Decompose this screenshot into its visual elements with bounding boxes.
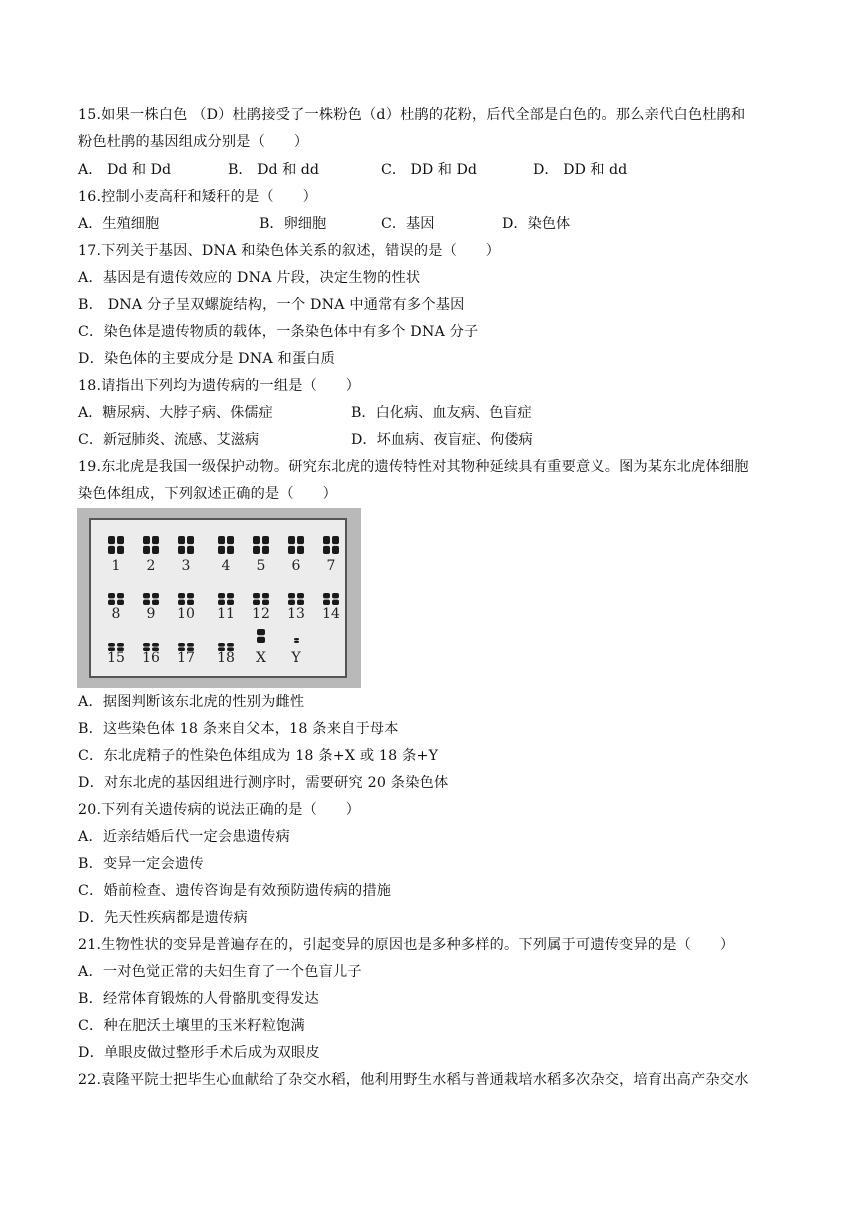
q21-option-c: C．种在肥沃土壤里的玉米籽粒饱满 xyxy=(78,1018,305,1034)
chromosome-pair-10 xyxy=(178,590,194,602)
chromosome-label-18: 18 xyxy=(217,650,235,666)
q19-stem-line2: 染色体组成，下列叙述正确的是（ ） xyxy=(78,486,337,502)
chromosome-pair-8 xyxy=(108,590,124,602)
chromosome-label-13: 13 xyxy=(287,606,305,622)
chromosome-pair-1 xyxy=(108,536,124,554)
chromosome-pair-13 xyxy=(288,590,304,602)
chromosome-label-10: 10 xyxy=(177,606,195,622)
q15-option-b: B． Dd 和 dd xyxy=(228,162,319,178)
q16-option-b: B．卵细胞 xyxy=(259,216,327,232)
chromosome-label-2: 2 xyxy=(146,558,156,574)
q20-stem: 20.下列有关遗传病的说法正确的是（ ） xyxy=(78,802,361,818)
q16-stem: 16.控制小麦高秆和矮秆的是（ ） xyxy=(78,189,317,205)
chromosome-label-4: 4 xyxy=(221,558,231,574)
chromosome-pair-9 xyxy=(143,590,159,602)
q18-option-d: D．坏血病、夜盲症、佝偻病 xyxy=(351,432,533,448)
chromosome-pair-11 xyxy=(218,590,234,602)
q21-option-b: B．经常体育锻炼的人骨骼肌变得发达 xyxy=(78,991,319,1007)
chromosome-label-x: X xyxy=(256,650,266,666)
q19-option-d: D．对东北虎的基因组进行测序时，需要研究 20 条染色体 xyxy=(78,775,449,791)
q17-option-b: B． DNA 分子呈双螺旋结构，一个 DNA 中通常有多个基因 xyxy=(78,297,465,313)
q15-option-d: D． DD 和 dd xyxy=(533,162,628,178)
chromosome-label-7: 7 xyxy=(326,558,336,574)
q20-option-c: C．婚前检查、遗传咨询是有效预防遗传病的措施 xyxy=(78,883,392,899)
q15-stem-line1: 15.如果一株白色 （D）杜鹃接受了一株粉色（d）杜鹃的花粉，后代全部是白色的。那么亲代白色杜鹃和 xyxy=(78,107,746,123)
chromosome-pair-3 xyxy=(178,536,194,554)
q16-option-c: C．基因 xyxy=(381,216,435,232)
chromosome-pair-y xyxy=(294,628,299,633)
chromosome-pair-5 xyxy=(253,536,269,554)
chromosome-label-3: 3 xyxy=(181,558,191,574)
chromosome-pair-15 xyxy=(108,636,124,644)
chromosome-pair-17 xyxy=(178,636,194,644)
chromosome-label-16: 16 xyxy=(142,650,160,666)
chromosome-pair-14 xyxy=(323,590,339,602)
chromosome-label-14: 14 xyxy=(322,606,340,622)
q19-stem-line1: 19.东北虎是我国一级保护动物。研究东北虎的遗传特性对其物种延续具有重要意义。图为某东北虎体细胞 xyxy=(78,459,749,475)
chromosome-pair-4 xyxy=(218,536,234,554)
q19-option-b: B．这些染色体 18 条来自父本，18 条来自于母本 xyxy=(78,721,399,737)
q15-option-a: A． Dd 和 Dd xyxy=(78,162,172,178)
chromosome-pair-12 xyxy=(253,590,269,602)
chromosome-label-6: 6 xyxy=(291,558,301,574)
chromosome-label-8: 8 xyxy=(111,606,121,622)
chromosome-label-9: 9 xyxy=(146,606,156,622)
q16-option-d: D．染色体 xyxy=(502,216,571,232)
q20-option-a: A．近亲结婚后代一定会患遗传病 xyxy=(78,829,290,845)
chromosome-pair-x xyxy=(257,628,265,642)
q15-stem-line2: 粉色杜鹃的基因组成分别是（ ） xyxy=(78,134,309,150)
karyotype-panel xyxy=(89,518,347,678)
chromosome-label-11: 11 xyxy=(217,606,235,622)
chromosome-pair-6 xyxy=(288,536,304,554)
q20-option-d: D．先天性疾病都是遗传病 xyxy=(78,910,248,926)
q21-option-d: D．单眼皮做过整形手术后成为双眼皮 xyxy=(78,1045,320,1061)
chromosome-pair-7 xyxy=(323,536,339,554)
q18-option-b: B．白化病、血友病、色盲症 xyxy=(351,405,532,421)
chromosome-label-12: 12 xyxy=(252,606,270,622)
chromosome-label-17: 17 xyxy=(177,650,195,666)
chromosome-pair-16 xyxy=(143,636,159,644)
q18-stem: 18.请指出下列均为遗传病的一组是（ ） xyxy=(78,378,361,394)
q17-option-d: D．染色体的主要成分是 DNA 和蛋白质 xyxy=(78,351,336,367)
chromosome-label-1: 1 xyxy=(111,558,121,574)
chromosome-label-15: 15 xyxy=(107,650,125,666)
q22-stem-line1: 22.袁隆平院士把毕生心血献给了杂交水稻，他利用野生水稻与普通栽培水稻多次杂交，培育出高产杂交水 xyxy=(78,1072,749,1088)
q17-stem: 17.下列关于基因、DNA 和染色体关系的叙述，错误的是（ ） xyxy=(78,243,501,259)
q17-option-c: C．染色体是遗传物质的载体，一条染色体中有多个 DNA 分子 xyxy=(78,324,479,340)
q18-option-a: A．糖尿病、大脖子病、侏儒症 xyxy=(78,405,273,421)
q19-option-a: A．据图判断该东北虎的性别为雌性 xyxy=(78,694,305,710)
chromosome-pair-2 xyxy=(143,536,159,554)
q15-option-c: C． DD 和 Dd xyxy=(381,162,477,178)
chromosome-pair-18 xyxy=(218,636,234,644)
q16-option-a: A．生殖细胞 xyxy=(78,216,160,232)
q21-option-a: A．一对色觉正常的夫妇生育了一个色盲儿子 xyxy=(78,964,362,980)
q18-option-c: C．新冠肺炎、流感、艾滋病 xyxy=(78,432,260,448)
q17-option-a: A．基因是有遗传效应的 DNA 片段，决定生物的性状 xyxy=(78,270,421,286)
chromosome-label-5: 5 xyxy=(256,558,266,574)
q20-option-b: B．变异一定会遗传 xyxy=(78,856,204,872)
q21-stem: 21.生物性状的变异是普遍存在的，引起变异的原因也是多种多样的。下列属于可遗传变异的是（ ） xyxy=(78,937,735,953)
q19-option-c: C．东北虎精子的性染色体组成为 18 条+X 或 18 条+Y xyxy=(78,748,439,764)
chromosome-label-y: Y xyxy=(291,650,301,666)
karyotype-figure xyxy=(77,508,361,688)
